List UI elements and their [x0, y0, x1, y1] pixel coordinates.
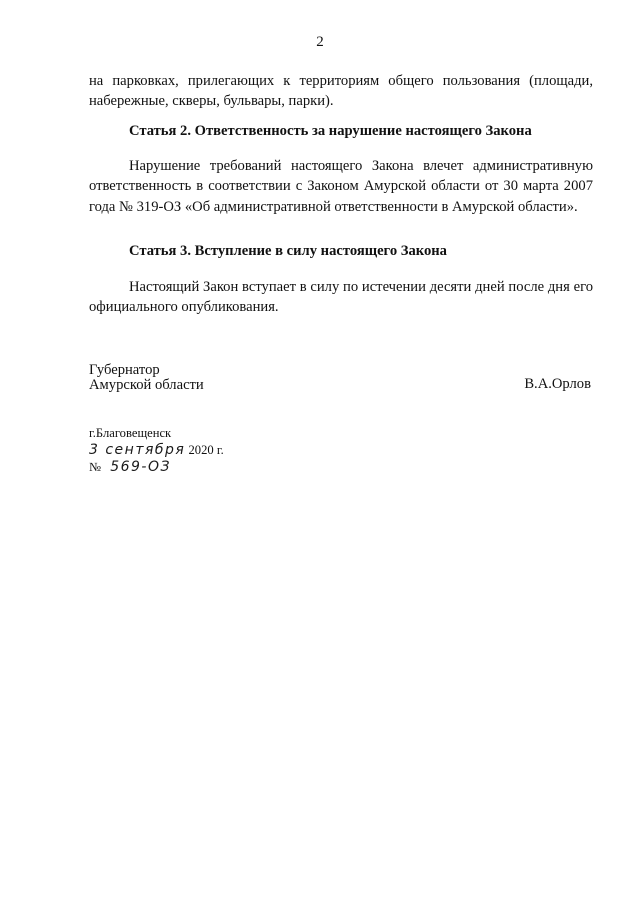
signing-year: 2020 г. — [188, 443, 224, 457]
law-number — [89, 459, 224, 476]
signatory-position-line1: Губернатор — [89, 362, 160, 378]
article-3-heading: Статья 3. Вступление в силу настоящего Закона — [129, 243, 447, 259]
article-2-text: Нарушение требований настоящего Закона влечет административную ответственность в соответствии с Законом Амурской области от 30 марта 2007 года № 319-ОЗ «Об административной ответственности в Амурской области». — [89, 158, 593, 215]
number-sign: № — [89, 460, 102, 474]
handwritten-date: 3 сентября — [89, 442, 186, 458]
signatory-position — [89, 363, 204, 393]
intro-paragraph: на парковках, прилегающих к территориям общего пользования (площади, набережные, скверы, бульвары, парки). — [89, 73, 593, 110]
signing-date — [89, 442, 224, 459]
page-number: 2 — [316, 34, 324, 50]
article-2-heading: Статья 2. Ответственность за нарушение настоящего Закона — [129, 123, 532, 139]
signatory-position-line2: Амурской области — [89, 377, 204, 393]
handwritten-law-number: 569-ОЗ — [110, 459, 171, 475]
article-3-text: Настоящий Закон вступает в силу по истечении десяти дней после дня его официального опубликования. — [89, 279, 593, 316]
signatory-name: В.А.Орлов — [524, 376, 591, 392]
place-date-number-block — [89, 425, 224, 476]
city-name: г.Благовещенск — [89, 426, 172, 440]
